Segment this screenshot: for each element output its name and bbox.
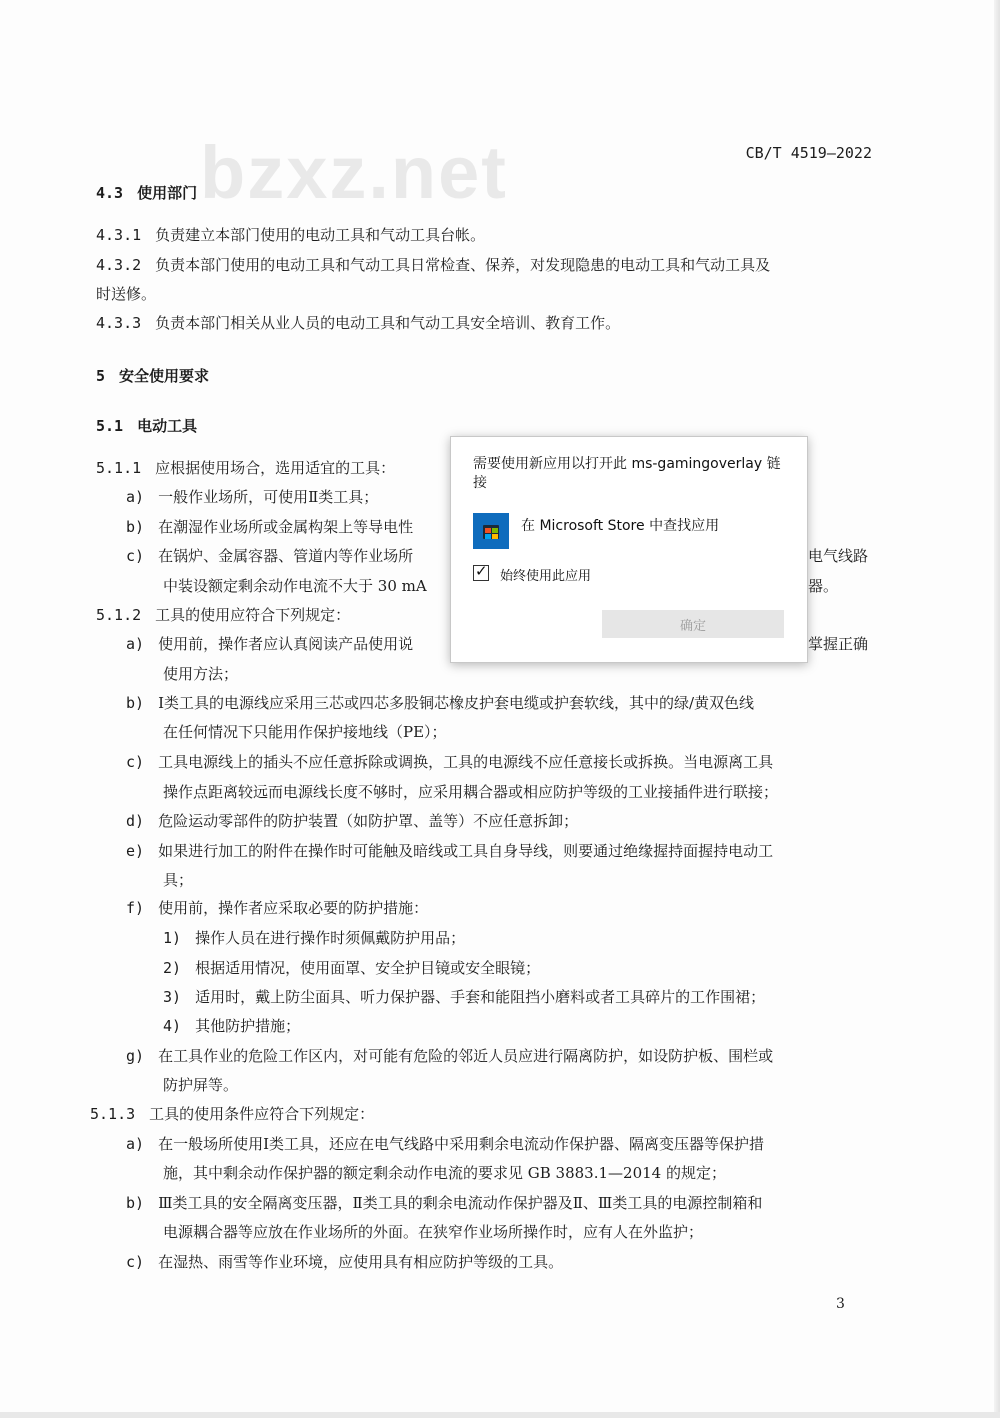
section-heading <box>96 416 197 436</box>
clause-text: 在潮湿作业场所或金属构架上等导电性 <box>158 518 414 536</box>
clause-text: Ⅲ类工具的安全隔离变压器，Ⅱ类工具的剩余电流动作保护器及Ⅱ、Ⅲ类工具的电源控制箱和 <box>158 1194 763 1212</box>
text-line <box>163 722 447 742</box>
clause-text: 电源耦合器等应放在作业场所的外面。在狭窄作业场所操作时，应有人在外监护； <box>163 1223 704 1241</box>
text-line <box>163 664 238 684</box>
text-line <box>126 811 578 831</box>
text-line <box>163 1075 238 1095</box>
clause-number: b) <box>126 694 145 712</box>
store-option-label: 在 Microsoft Store 中查找应用 <box>521 518 720 534</box>
clause-number: f) <box>126 899 145 917</box>
clause-text: 应根据使用场合，选用适宜的工具： <box>155 459 396 477</box>
text-line <box>163 958 540 978</box>
section-heading <box>96 183 197 203</box>
text-line <box>163 928 465 948</box>
text-line <box>96 284 156 304</box>
clause-text: 负责本部门使用的电动工具和气动工具日常检查、保养，对发现隐患的电动工具和气动工具及 <box>155 256 771 274</box>
clause-text: 时送修。 <box>96 285 157 303</box>
clause-number: 4.3 <box>96 184 124 202</box>
text-line <box>126 693 754 713</box>
clause-number: d) <box>126 812 145 830</box>
clause-number: 4.3.1 <box>96 226 142 244</box>
text-line <box>126 1134 764 1154</box>
clause-number: a) <box>126 635 145 653</box>
peek-text: 器。 <box>808 577 839 595</box>
checkmark-icon: ✓ <box>475 562 488 580</box>
clause-number: b) <box>126 518 145 536</box>
clause-text: 防护屏等。 <box>163 1076 239 1094</box>
clause-text: 负责本部门相关从业人员的电动工具和气动工具安全培训、教育工作。 <box>155 314 621 332</box>
text-line <box>126 1046 773 1066</box>
watermark: bzxz.net <box>200 131 508 214</box>
page-edge <box>994 0 1000 1418</box>
clause-text: 具； <box>163 871 194 889</box>
always-use-checkbox-row[interactable] <box>473 563 793 583</box>
clause-text: 一般作业场所，可使用Ⅱ类工具； <box>158 488 379 506</box>
text-line <box>126 634 413 654</box>
clause-number: g) <box>126 1047 145 1065</box>
open-with-dialog <box>450 436 808 663</box>
clause-text: 使用前，操作者应认真阅读产品使用说 <box>158 635 414 653</box>
clause-text: 在湿热、雨雪等作业环境，应使用具有相应防护等级的工具。 <box>158 1253 564 1271</box>
text-line <box>163 987 765 1007</box>
text-line <box>96 225 485 245</box>
standard-code: CB/T 4519—2022 <box>745 144 872 162</box>
clause-number: 5.1.3 <box>90 1105 136 1123</box>
clause-number: c) <box>126 547 145 565</box>
peek-text: 掌握正确 <box>808 635 869 653</box>
clause-text: 负责建立本部门使用的电动工具和气动工具台帐。 <box>155 226 486 244</box>
text-line <box>126 841 773 861</box>
clause-number: a) <box>126 488 145 506</box>
clause-text: 其他防护措施； <box>195 1017 301 1035</box>
text-line <box>163 1222 703 1242</box>
clause-number: 5.1 <box>96 417 124 435</box>
clause-number: c) <box>126 753 145 771</box>
clause-text: 在任何情况下只能用作保护接地线（PE）； <box>163 723 447 741</box>
text-line <box>163 782 778 802</box>
text-line <box>96 605 350 625</box>
clause-number: 5.1.2 <box>96 606 142 624</box>
text-line <box>126 517 413 537</box>
clause-text: 在一般场所使用Ⅰ类工具，还应在电气线路中采用剩余电流动作保护器、隔离变压器等保护措 <box>158 1135 764 1153</box>
dialog-title: 需要使用新应用以打开此 ms-gamingoverlay 链接 <box>473 456 781 491</box>
clause-number: e) <box>126 842 145 860</box>
text-line <box>96 458 395 478</box>
clause-text: 施，其中剩余动作保护器的额定剩余动作电流的要求见 GB 3883.1—2014 的规定； <box>163 1164 726 1182</box>
text-line <box>90 1104 374 1124</box>
clause-number: 2) <box>163 959 182 977</box>
clause-number: b) <box>126 1194 145 1212</box>
text-line <box>126 898 428 918</box>
clause-number: 1) <box>163 929 182 947</box>
page-number: 3 <box>836 1296 845 1312</box>
text-line <box>163 576 427 596</box>
text-line <box>163 1163 726 1183</box>
clause-text: 工具的使用应符合下列规定： <box>155 606 351 624</box>
always-use-checkbox[interactable] <box>473 562 489 581</box>
text-line <box>126 1252 563 1272</box>
clause-number: 5.1.1 <box>96 459 142 477</box>
clause-number: 4) <box>163 1017 182 1035</box>
microsoft-store-icon <box>473 513 509 549</box>
clause-text: 适用时，戴上防尘面具、听力保护器、手套和能阻挡小磨料或者工具碎片的工作围裙； <box>195 988 766 1006</box>
text-line <box>126 1193 762 1213</box>
text-line <box>126 546 413 566</box>
clause-text: 操作人员在进行操作时须佩戴防护用品； <box>195 929 466 947</box>
always-use-label: 始终使用此应用 <box>500 569 592 584</box>
clause-number: c) <box>126 1253 145 1271</box>
store-option[interactable] <box>473 513 793 551</box>
text-line <box>96 255 770 275</box>
clause-number: 3) <box>163 988 182 1006</box>
text-line <box>126 752 773 772</box>
clause-text: 使用前，操作者应采取必要的防护措施： <box>158 899 429 917</box>
text-line <box>163 1016 300 1036</box>
clause-text: 如果进行加工的附件在操作时可能触及暗线或工具自身导线，则要通过绝缘握持面握持电动工 <box>158 842 774 860</box>
clause-text: 电动工具 <box>137 417 198 435</box>
clause-text: 使用部门 <box>137 184 198 202</box>
clause-number: a) <box>126 1135 145 1153</box>
clause-text: 操作点距离较远而电源线长度不够时，应采用耦合器或相应防护等级的工业接插件进行联接； <box>163 783 779 801</box>
clause-text: Ⅰ类工具的电源线应采用三芯或四芯多股铜芯橡皮护套电缆或护套软线，其中的绿/黄双色线 <box>158 694 755 712</box>
clause-text: 中装设额定剩余动作电流不大于 30 mA <box>163 577 427 595</box>
clause-text: 工具电源线上的插头不应任意拆除或调换，工具的电源线不应任意接长或拆换。当电源离工具 <box>158 753 774 771</box>
clause-text: 在锅炉、金属容器、管道内等作业场所 <box>158 547 414 565</box>
clause-text: 根据适用情况，使用面罩、安全护目镜或安全眼镜； <box>195 959 541 977</box>
clause-text: 危险运动零部件的防护装置（如防护罩、盖等）不应任意拆卸； <box>158 812 579 830</box>
clause-text: 在工具作业的危险工作区内，对可能有危险的邻近人员应进行隔离防护，如设防护板、围栏或 <box>158 1047 774 1065</box>
text-line <box>96 313 620 333</box>
peek-text: 电气线路 <box>808 547 869 565</box>
clause-number: 4.3.3 <box>96 314 142 332</box>
clause-number: 4.3.2 <box>96 256 142 274</box>
clause-text: 安全使用要求 <box>119 367 210 385</box>
text-line <box>163 870 193 890</box>
section-heading <box>96 366 209 386</box>
clause-number: 5 <box>96 367 106 385</box>
text-line <box>126 487 378 507</box>
page-edge-bottom <box>0 1412 1000 1418</box>
clause-text: 工具的使用条件应符合下列规定： <box>149 1105 375 1123</box>
clause-text: 使用方法； <box>163 665 239 683</box>
ok-button[interactable]: 确定 <box>602 610 784 638</box>
